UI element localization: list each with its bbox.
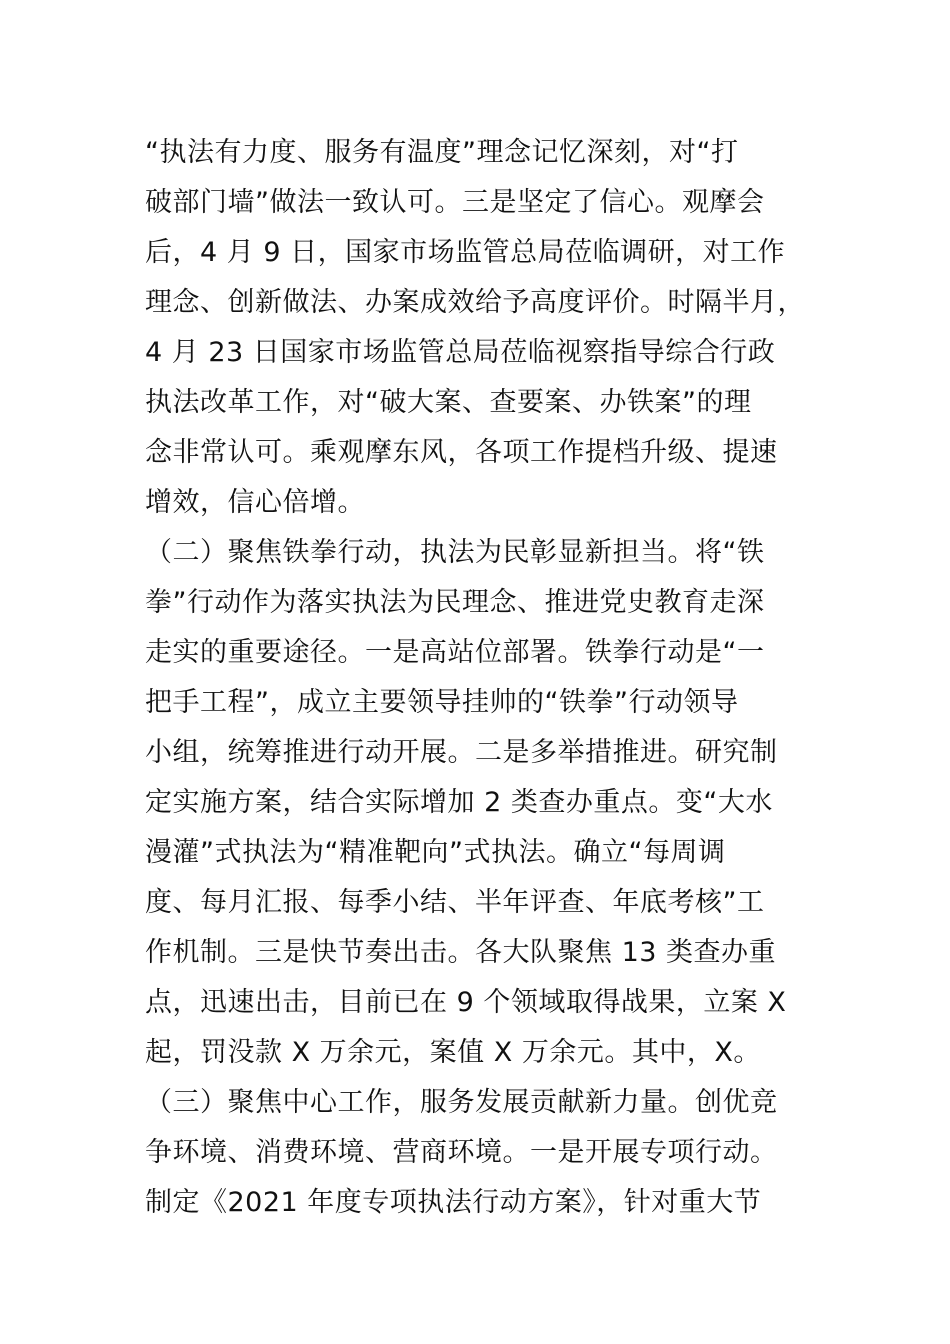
text-line: 作机制。三是快节奏出击。各大队聚焦 13 类查办重 [145, 937, 777, 968]
document-body [145, 128, 815, 1228]
section-heading-line: （二）聚焦铁拳行动，执法为民彰显新担当。将“铁 [145, 537, 765, 568]
text-line: 4 月 23 日国家市场监管总局莅临视察指导综合行政 [145, 337, 776, 368]
text-line: 漫灌”式执法为“精准靶向”式执法。确立“每周调 [145, 837, 726, 868]
text-line: 点，迅速出击，目前已在 9 个领域取得战果，立案 X [145, 987, 787, 1018]
text-line: 增效，信心倍增。 [145, 487, 365, 518]
text-line: 执法改革工作，对“破大案、查要案、办铁案”的理 [145, 387, 752, 418]
text-line: 理念、创新做法、办案成效给予高度评价。时隔半月， [145, 287, 805, 318]
text-line: “执法有力度、服务有温度”理念记忆深刻，对“打 [145, 137, 739, 168]
text-line: 定实施方案，结合实际增加 2 类查办重点。变“大水 [145, 787, 773, 818]
text-line: 破部门墙”做法一致认可。三是坚定了信心。观摩会 [145, 187, 765, 218]
text-line: 念非常认可。乘观摩东风，各项工作提档升级、提速 [145, 437, 778, 468]
section-heading-line: （三）聚焦中心工作，服务发展贡献新力量。创优竞 [145, 1087, 778, 1118]
text-line: 制定《2021 年度专项执法行动方案》，针对重大节 [145, 1187, 762, 1218]
text-line: 争环境、消费环境、营商环境。一是开展专项行动。 [145, 1137, 778, 1168]
text-line: 走实的重要途径。一是高站位部署。铁拳行动是“一 [145, 637, 765, 668]
text-line: 把手工程”，成立主要领导挂帅的“铁拳”行动领导 [145, 687, 739, 718]
text-line: 度、每月汇报、每季小结、半年评查、年底考核”工 [145, 887, 765, 918]
text-line: 拳”行动作为落实执法为民理念、推进党史教育走深 [145, 587, 765, 618]
text-line: 小组，统筹推进行动开展。二是多举措推进。研究制 [145, 737, 778, 768]
text-line: 起，罚没款 X 万余元，案值 X 万余元。其中，X。 [145, 1037, 761, 1068]
text-line: 后，4 月 9 日，国家市场监管总局莅临调研，对工作 [145, 237, 786, 268]
